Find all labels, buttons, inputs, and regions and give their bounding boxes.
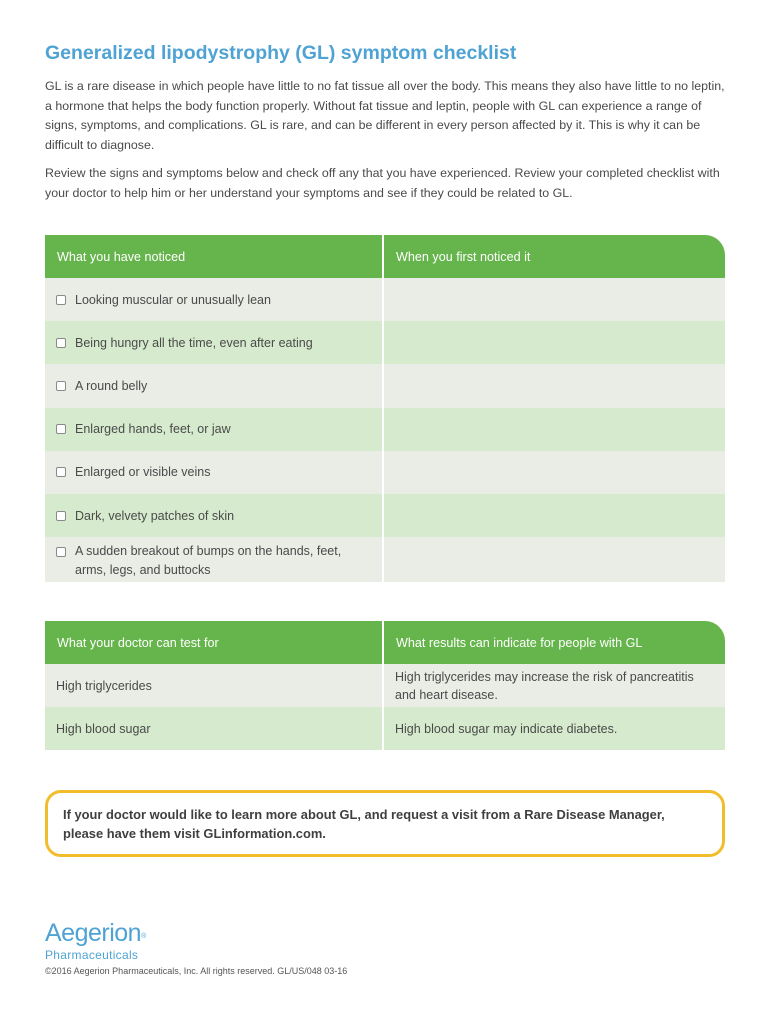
- intro-paragraph: GL is a rare disease in which people have little to no fat tissue all over the body. This means they also have little to no leptin, a hormone that helps the body function properly. Without fat tissue and leptin, people with GL can experience a range of signs, symptoms, and complications. GL is rare, and can be different in every person affected by it. This is why it can be difficult to diagnose.: [45, 79, 725, 152]
- page-title: Generalized lipodystrophy (GL) symptom checklist: [45, 42, 517, 64]
- checkbox[interactable]: [56, 381, 66, 391]
- symptom-label: Enlarged or visible veins: [75, 465, 211, 480]
- table-row: [45, 278, 725, 321]
- symptom-checklist-table: [45, 235, 725, 582]
- symptom-label: A round belly: [75, 378, 148, 393]
- symptom-label: Being hungry all the time, even after eating: [75, 335, 313, 350]
- symptom-label: Dark, velvety patches of skin: [75, 508, 235, 523]
- checkbox[interactable]: [56, 547, 66, 557]
- callout-text: If your doctor would like to learn more about GL, and request a visit from a Rare Disease Manager, please have them visit GLinformation.com.: [63, 807, 665, 841]
- checkbox[interactable]: [56, 467, 66, 477]
- test-result: High blood sugar may indicate diabetes.: [395, 721, 618, 736]
- test-name: High blood sugar: [45, 707, 384, 750]
- test-name: High triglycerides: [45, 664, 384, 707]
- when-noticed-field[interactable]: [384, 321, 725, 364]
- table-row: [45, 321, 725, 364]
- doctor-tests-table: [45, 621, 725, 750]
- instructions-paragraph: Review the signs and symptoms below and check off any that you have experienced. Review your completed checklist with your doctor to help him or her understand your symptoms and see if they could be related to GL.: [45, 166, 720, 200]
- checkbox[interactable]: [56, 295, 66, 305]
- table-row: [45, 408, 725, 451]
- symptom-label: A sudden breakout of bumps on the hands, feet, arms, legs, and buttocks: [75, 544, 342, 578]
- checkbox[interactable]: [56, 424, 66, 434]
- logo-name: Aegerion: [45, 919, 142, 947]
- when-noticed-field[interactable]: [384, 364, 725, 407]
- symptom-label: Looking muscular or unusually lean: [75, 292, 271, 307]
- table-row: [45, 537, 725, 582]
- tests-header-row: [45, 621, 725, 664]
- symptom-label: Enlarged hands, feet, or jaw: [75, 422, 231, 437]
- when-noticed-field[interactable]: [384, 494, 725, 537]
- header-when-noticed: When you first noticed it: [396, 249, 531, 264]
- when-noticed-field[interactable]: [384, 408, 725, 451]
- test-result: High triglycerides may increase the risk of pancreatitis and heart disease.: [395, 669, 694, 702]
- table-row: [45, 364, 725, 407]
- logo-subtitle: Pharmaceuticals: [45, 948, 139, 962]
- checkbox[interactable]: [56, 511, 66, 521]
- registered-mark: ®: [141, 933, 146, 940]
- checkbox[interactable]: [56, 338, 66, 348]
- company-logo: [45, 918, 146, 962]
- table-row: [45, 664, 725, 707]
- copyright-footer: ©2016 Aegerion Pharmaceuticals, Inc. All rights reserved. GL/US/048 03-16: [45, 966, 348, 976]
- checklist-header-row: [45, 235, 725, 278]
- doctor-callout-box: [45, 790, 725, 857]
- header-test-for: What your doctor can test for: [45, 621, 384, 664]
- header-results-indicate: What results can indicate for people with GL: [396, 635, 643, 650]
- when-noticed-field[interactable]: [384, 537, 725, 582]
- table-row: [45, 494, 725, 537]
- when-noticed-field[interactable]: [384, 451, 725, 494]
- table-row: [45, 451, 725, 494]
- table-row: [45, 707, 725, 750]
- header-what-noticed: What you have noticed: [45, 235, 384, 278]
- when-noticed-field[interactable]: [384, 278, 725, 321]
